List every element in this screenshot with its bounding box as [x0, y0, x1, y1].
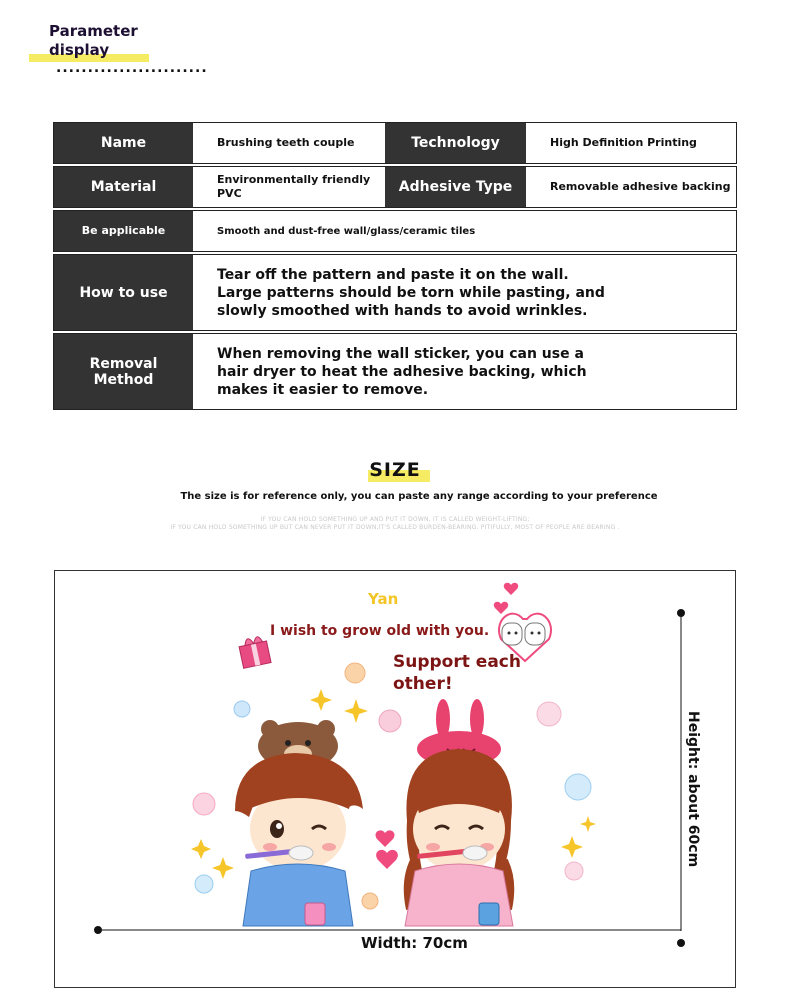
faint-caption-2: IF YOU CAN HOLD SOMETHING UP BUT CAN NEVER PUT IT DOWN,IT'S CALLED BURDEN-BEARING. PITIFULLY, MOST OF PEOPLE ARE BEARING .: [170, 524, 620, 531]
removal-method-value: When removing the wall sticker, you can use a hair dryer to heat the adhesive backing, which makes it easier to remove.: [217, 345, 587, 398]
size-note: The size is for reference only, you can paste any range according to your preference: [180, 491, 658, 502]
width-dimension-line: [94, 926, 681, 934]
param-row-material: [53, 166, 737, 208]
param-row-applicable: [53, 210, 737, 252]
height-dimension-line: [677, 609, 685, 947]
removal-method-label: Removal Method: [54, 334, 193, 409]
param-row-removal: [53, 333, 737, 410]
support-caption: Support each other!: [393, 652, 521, 694]
material-value: Environmentally friendly PVC: [217, 173, 371, 200]
size-heading: SIZE: [369, 459, 421, 481]
how-to-use-value: Tear off the pattern and paste it on the wall. Large patterns should be torn while pasting, and slowly smoothed with hands to avoid wrinkles.: [217, 266, 605, 319]
technology-value: High Definition Printing: [550, 136, 697, 149]
page-title: Parameter display: [49, 22, 138, 59]
technology-label: Technology: [385, 123, 526, 163]
material-label: Material: [54, 167, 193, 207]
name-value: Brushing teeth couple: [217, 136, 355, 149]
adhesive-type-label: Adhesive Type: [385, 167, 526, 207]
width-label: Width: 70cm: [361, 934, 468, 952]
param-row-name: [53, 122, 737, 164]
applicable-value: Smooth and dust-free wall/glass/ceramic tiles: [217, 225, 476, 237]
girl-character: [405, 699, 513, 926]
how-to-use-label: How to use: [54, 255, 193, 330]
title-dotted-underline: ........................: [56, 60, 208, 76]
brand-yan: Yan: [368, 590, 399, 608]
param-row-how-to-use: [53, 254, 737, 331]
height-label: Height: about 60cm: [685, 711, 701, 868]
applicable-label: Be applicable: [54, 211, 193, 251]
adhesive-type-value: Removable adhesive backing: [550, 180, 731, 193]
wish-caption: I wish to grow old with you.: [270, 623, 490, 639]
faint-caption-1: IF YOU CAN HOLD SOMETHING UP AND PUT IT DOWN, IT IS CALLED WEIGHT-LIFTING;: [260, 516, 530, 523]
boy-character: [235, 720, 363, 926]
sticker-preview-frame: [54, 570, 736, 988]
gift-box-icon: [238, 635, 271, 668]
name-label: Name: [54, 123, 193, 163]
